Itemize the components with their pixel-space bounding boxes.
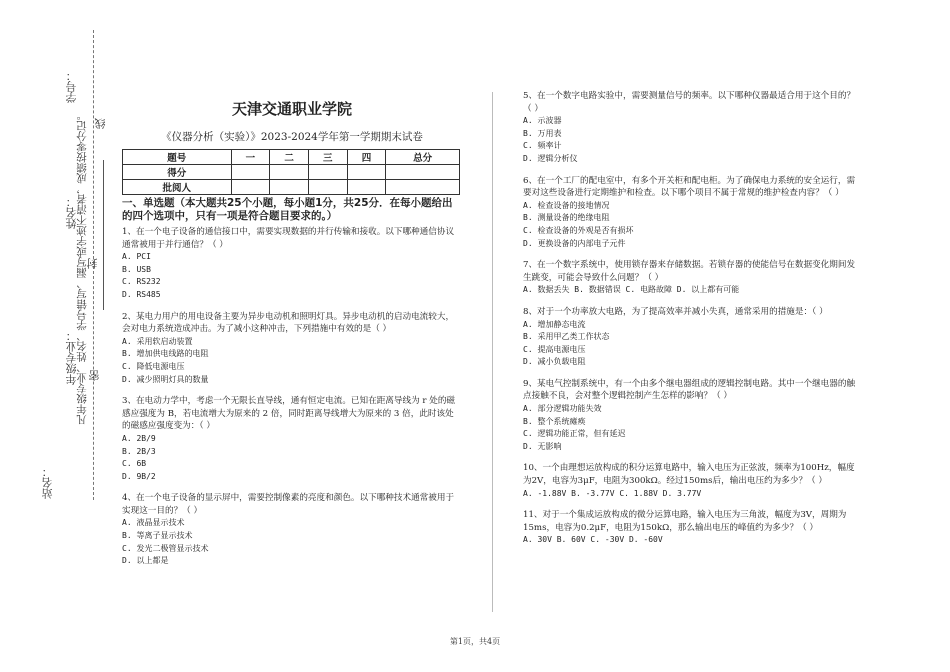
answer-option[interactable]: A. 示波器	[523, 116, 562, 126]
answer-option[interactable]: D. 减少照明灯具的数量	[122, 374, 209, 384]
answer-option[interactable]: B. USB	[122, 264, 151, 274]
score-cell[interactable]	[308, 165, 347, 180]
score-cell[interactable]	[386, 180, 460, 195]
score-header-cell: 题号	[123, 150, 232, 165]
score-table-header-row	[123, 150, 460, 165]
answer-option[interactable]: B. 增加供电线路的电阻	[122, 349, 209, 359]
answer-option[interactable]: D. RS485	[122, 289, 161, 299]
question-block	[523, 462, 863, 500]
grade-major-label: 年级专业：	[65, 330, 78, 385]
score-row	[123, 165, 460, 180]
score-cell[interactable]	[231, 180, 270, 195]
answer-option[interactable]: D. 逻辑分析仪	[523, 153, 578, 163]
answer-option[interactable]: C. 6B	[122, 459, 147, 469]
question-block	[523, 306, 863, 369]
answer-option[interactable]: B. 采用甲乙类工作状态	[523, 332, 610, 342]
score-cell[interactable]	[347, 165, 386, 180]
score-row-label: 得分	[123, 165, 232, 180]
seal-marker: 封	[86, 258, 99, 269]
answer-option[interactable]: D. 9B/2	[122, 471, 156, 481]
answer-option[interactable]: A. 增加静态电流	[523, 319, 586, 329]
question-list-right	[523, 90, 863, 547]
exam-subtitle: 《仪器分析（实验）》2023-2024学年第一学期期末试卷	[161, 131, 423, 143]
question-block	[122, 226, 462, 302]
answer-option[interactable]: C. RS232	[122, 277, 161, 287]
student-id-label: 学号：	[65, 70, 78, 103]
question-block	[122, 311, 462, 387]
question-stem: 3、在电动力学中，考虑一个无限长直导线，通有恒定电流。已知在距离导线为 r 处的磁感应强度为 B，若电流增大为原来的 2 倍，同时距离导线增大为原来的 3 倍，此时该处的磁感应强度变为：（ ）	[122, 396, 456, 432]
question-stem: 1、在一个电子设备的通信接口中，需要实现数据的并行传输和接收。以下哪种通信协议通常被用于并行通信？（ ）	[122, 227, 455, 250]
score-header-cell: 一	[231, 150, 270, 165]
question-stem: 8、对于一个功率放大电路，为了提高效率并减小失真，通常采用的措施是：（ ）	[523, 306, 828, 317]
answer-option[interactable]: A. 采用软启动装置	[122, 336, 193, 346]
question-list-left	[122, 226, 462, 568]
question-block	[523, 90, 863, 166]
question-stem: 7、在一个数字系统中，使用锁存器来存储数据。若锁存器的使能信号在数据变化期间发生跳变，可能会导致什么问题？（ ）	[523, 260, 856, 283]
answer-options-inline[interactable]: A. 数据丢失 B. 数据错误 C. 电路故障 D. 以上都有可能	[523, 285, 740, 295]
score-cell[interactable]	[270, 165, 309, 180]
answer-option[interactable]: C. 逻辑功能正常，但有延迟	[523, 429, 626, 439]
binding-margin	[0, 0, 120, 672]
answer-option[interactable]: A. 部分逻辑功能失效	[523, 404, 602, 414]
answer-option[interactable]: C. 频率计	[523, 141, 562, 151]
score-cell[interactable]	[308, 180, 347, 195]
question-stem: 2、某电力用户的用电设备主要为异步电动机和照明灯具。异步电动机的启动电流较大，会对电力系统造成冲击。为了减小这种冲击，下列措施中有效的是（ ）	[122, 311, 455, 335]
score-cell[interactable]	[386, 165, 460, 180]
answer-option[interactable]: C. 降低电源电压	[122, 361, 185, 371]
answer-option[interactable]: B. 整个系统瘫痪	[523, 416, 586, 426]
score-cell[interactable]	[347, 180, 386, 195]
question-stem: 11、对于一个集成运放构成的微分运算电路，输入电压为三角波，幅度为3V，周期为15ms，电容为0.2μF，电阻为150kΩ，那么输出电压的峰值约为多少？（ ）	[523, 510, 847, 533]
answer-option[interactable]: B. 2B/3	[122, 446, 156, 456]
answer-option[interactable]: C. 检查设备的外观是否有损坏	[523, 225, 634, 235]
question-stem: 9、某电气控制系统中，有一个由多个继电器组成的逻辑控制电路。其中一个继电器的触点接触不良，会对整个逻辑控制产生怎样的影响？（ ）	[523, 378, 856, 402]
grading-warning: 凡年级专业、姓名、学号错写、漏写或字迹不清者，成绩按零分记。	[76, 110, 88, 425]
reviewer-row-label: 批阅人	[123, 180, 232, 195]
score-table	[122, 149, 460, 195]
answer-option[interactable]: D. 更换设备的内部电子元件	[523, 238, 626, 248]
score-cell[interactable]	[231, 165, 270, 180]
answer-option[interactable]: B. 等离子显示技术	[122, 531, 193, 541]
question-stem: 4、在一个电子设备的显示屏中，需要控制像素的亮度和颜色。以下哪种技术通常被用于实现这一目的？（ ）	[122, 493, 455, 516]
seal-line-inner	[103, 160, 104, 310]
name-label: 姓名：	[65, 196, 78, 229]
answer-option[interactable]: A. 液晶显示技术	[122, 518, 185, 528]
reviewer-row	[123, 180, 460, 195]
question-block	[523, 378, 863, 454]
score-header-cell: 二	[270, 150, 309, 165]
left-column	[122, 96, 462, 577]
section-title: 一、单选题（本大题共25个小题，每小题1分，共25分．在每小题给出的四个选项中，只有一项是符合题目要求的。）	[122, 197, 453, 222]
answer-option[interactable]: C. 发光二极管显示技术	[122, 543, 209, 553]
question-stem: 6、在一个工厂的配电室中，有多个开关柜和配电柜。为了确保电力系统的安全运行，需要对这些设备进行定期维护和检查。以下哪个项目不属于常规的维护检查内容？（ ）	[523, 175, 856, 199]
question-stem: 5、在一个数字电路实验中，需要测量信号的频率。以下哪种仪器最适合用于这个目的？（ ）	[523, 91, 856, 114]
score-header-cell: 总分	[386, 150, 460, 165]
school-title: 天津交通职业学院	[231, 100, 352, 118]
column-divider	[492, 92, 493, 612]
answer-option[interactable]: B. 万用表	[523, 128, 562, 138]
score-header-cell: 四	[347, 150, 386, 165]
secret-marker: 密	[88, 370, 101, 381]
score-cell[interactable]	[270, 180, 309, 195]
station-label: 站名：	[41, 466, 54, 499]
question-block	[122, 395, 462, 483]
question-block	[523, 259, 863, 297]
answer-option[interactable]: B. 测量设备的绝缘电阻	[523, 213, 610, 223]
answer-options-inline[interactable]: A. 30V B. 60V C. -30V D. -60V	[523, 535, 663, 545]
answer-options-inline[interactable]: A. -1.88V B. -3.77V C. 1.88V D. 3.77V	[523, 488, 702, 498]
answer-option[interactable]: D. 无影响	[523, 441, 562, 451]
question-block	[523, 175, 863, 251]
score-header-cell: 三	[308, 150, 347, 165]
answer-option[interactable]: D. 减小负载电阻	[523, 357, 586, 367]
line-marker: 线	[94, 118, 107, 129]
answer-option[interactable]: D. 以上都是	[122, 556, 169, 566]
question-block	[122, 492, 462, 568]
answer-option[interactable]: C. 提高电源电压	[523, 344, 586, 354]
answer-option[interactable]: A. PCI	[122, 252, 151, 262]
right-column	[523, 90, 863, 556]
answer-option[interactable]: A. 检查设备的接地情况	[523, 200, 610, 210]
page-footer: 第1页，共4页	[449, 637, 501, 646]
question-block	[523, 509, 863, 547]
answer-option[interactable]: A. 2B/9	[122, 433, 156, 443]
question-stem: 10、一个由理想运放构成的积分运算电路中，输入电压为正弦波，频率为100Hz，幅度为2V，电容为3μF，电阻为300kΩ。经过150ms后，输出电压约为多少？（ ）	[523, 463, 855, 487]
